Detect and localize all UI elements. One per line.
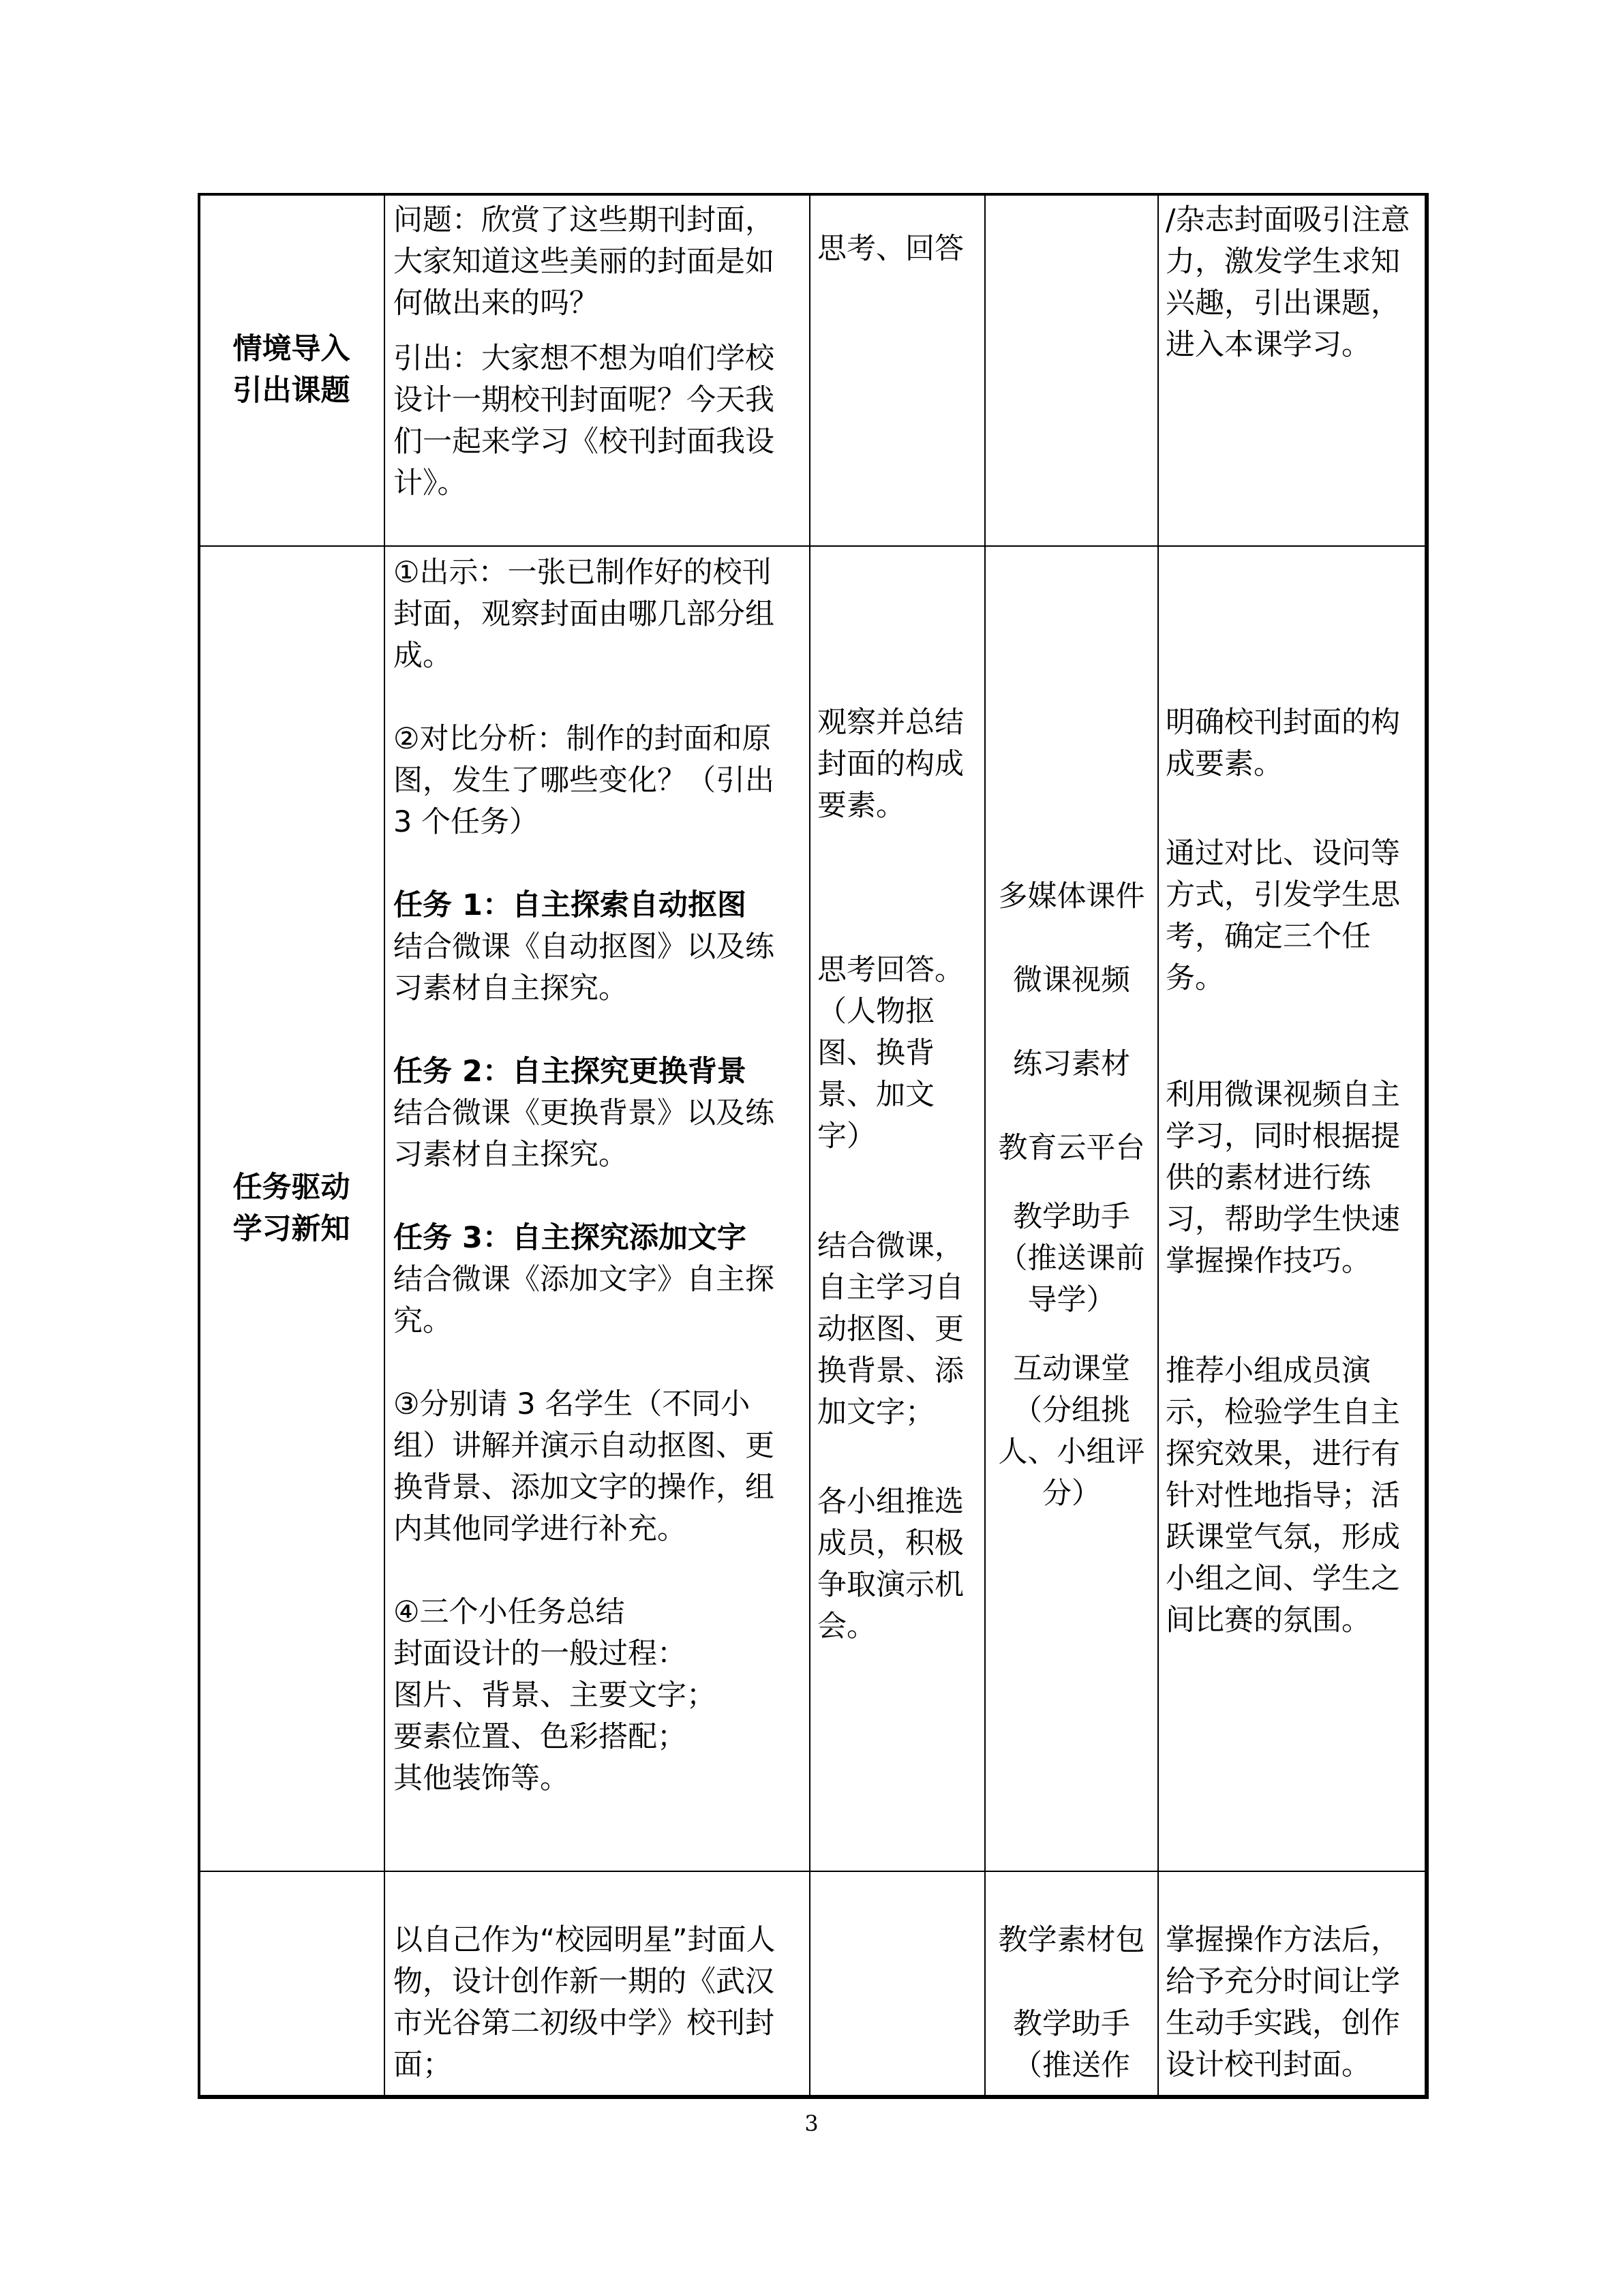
student-activity-cell — [810, 1871, 985, 2098]
teacher-activity-cell — [384, 546, 810, 1871]
resource-text: 互动课堂（分组挑人、小组评分） — [998, 1352, 1145, 1511]
intent-text: 通过对比、设问等方式，引发学生思考，确定三个任务。 — [1166, 836, 1400, 995]
teacher-text: ③分别请 3 名学生（不同小组）讲解并演示自动抠图、更换背景、添加文字的操作，组内其他同学进行补充。 — [393, 1387, 774, 1546]
student-text: 思考、回答 — [817, 232, 964, 266]
summary-line: 图片、背景、主要文字； — [393, 1678, 716, 1712]
resource-text: 多媒体课件 — [998, 879, 1145, 913]
resource-text: 教学助手（推送课前导学） — [998, 1200, 1145, 1317]
student-text: 各小组推选成员，积极争取演示机会。 — [817, 1485, 964, 1644]
student-text: 结合微课，自主学习自动抠图、更换背景、添加文字； — [817, 1229, 964, 1430]
teacher-text: ①出示：一张已制作好的校刊封面，观察封面由哪几部分组成。 — [393, 556, 774, 673]
resource-text: 练习素材 — [1013, 1047, 1130, 1081]
intent-text: 掌握操作方法后，给予充分时间让学生动手实践，创作设计校刊封面。 — [1166, 1923, 1400, 2082]
summary-line: 其他装饰等。 — [393, 1762, 569, 1796]
intent-cell — [1158, 1871, 1428, 2098]
summary-line: 封面设计的一般过程： — [393, 1637, 686, 1671]
lesson-plan-table — [198, 193, 1429, 2099]
intent-cell — [1158, 546, 1428, 1871]
summary-line: 要素位置、色彩搭配； — [393, 1720, 686, 1754]
stage-cell — [198, 546, 384, 1871]
resource-cell — [985, 546, 1158, 1871]
resource-cell — [985, 1871, 1158, 2098]
resource-text: 教学助手（推送作 — [1013, 2007, 1130, 2083]
teacher-text: 以自己作为“校园明星”封面人物，设计创作新一期的《武汉市光谷第二初级中学》校刊封面； — [393, 1923, 776, 2082]
teacher-activity-cell — [384, 194, 810, 546]
resource-text: 微课视频 — [1013, 963, 1130, 997]
student-activity-cell — [810, 546, 985, 1871]
intent-text: 明确校刊封面的构成要素。 — [1166, 706, 1400, 781]
table-row — [198, 194, 1428, 546]
intent-text: 利用微课视频自主学习，同时根据提供的素材进行练习，帮助学生快速掌握操作技巧。 — [1166, 1078, 1400, 1278]
summary-line: ④三个小任务总结 — [393, 1595, 625, 1629]
stage-cell — [198, 194, 384, 546]
stage-label: 情境导入 — [232, 331, 350, 366]
task-title: 任务 1：自主探索自动抠图 — [393, 888, 746, 922]
student-text: 思考回答。（人物抠图、换背景、加文字） — [817, 953, 964, 1153]
intent-text: 推荐小组成员演示，检验学生自主探究效果，进行有针对性地指导；活跃课堂气氛，形成小组之间、学生之间比赛的氛围。 — [1166, 1354, 1400, 1637]
task-title: 任务 2：自主探究更换背景 — [393, 1055, 746, 1089]
stage-label: 学习新知 — [232, 1212, 350, 1246]
resource-text: 教育云平台 — [998, 1131, 1145, 1165]
task-body: 结合微课《自动抠图》以及练习素材自主探究。 — [393, 930, 774, 1006]
resource-cell — [985, 194, 1158, 546]
teacher-activity-cell — [384, 1871, 810, 2098]
intent-text: /杂志封面吸引注意力，激发学生求知兴趣，引出课题，进入本课学习。 — [1166, 203, 1410, 362]
page-number: 3 — [804, 2111, 819, 2136]
teacher-text: 问题：欣赏了这些期刊封面，大家知道这些美丽的封面是如何做出来的吗？ — [393, 203, 774, 320]
student-text: 观察并总结封面的构成要素。 — [817, 706, 964, 823]
teacher-text: 引出：大家想不想为咱们学校设计一期校刊封面呢？今天我们一起来学习《校刊封面我设计》。 — [393, 342, 774, 500]
student-activity-cell — [810, 194, 985, 546]
task-body: 结合微课《添加文字》自主探究。 — [393, 1263, 774, 1338]
table-row — [198, 1871, 1428, 2098]
intent-cell — [1158, 194, 1428, 546]
task-body: 结合微课《更换背景》以及练习素材自主探究。 — [393, 1096, 774, 1172]
task-title: 任务 3：自主探究添加文字 — [393, 1221, 746, 1255]
stage-label: 引出课题 — [232, 373, 350, 408]
resource-text: 教学素材包 — [998, 1923, 1145, 1957]
teacher-text: ②对比分析：制作的封面和原图，发生了哪些变化？（引出 3 个任务） — [393, 722, 774, 839]
stage-label: 任务驱动 — [232, 1170, 350, 1205]
table-row — [198, 546, 1428, 1871]
stage-cell — [198, 1871, 384, 2098]
